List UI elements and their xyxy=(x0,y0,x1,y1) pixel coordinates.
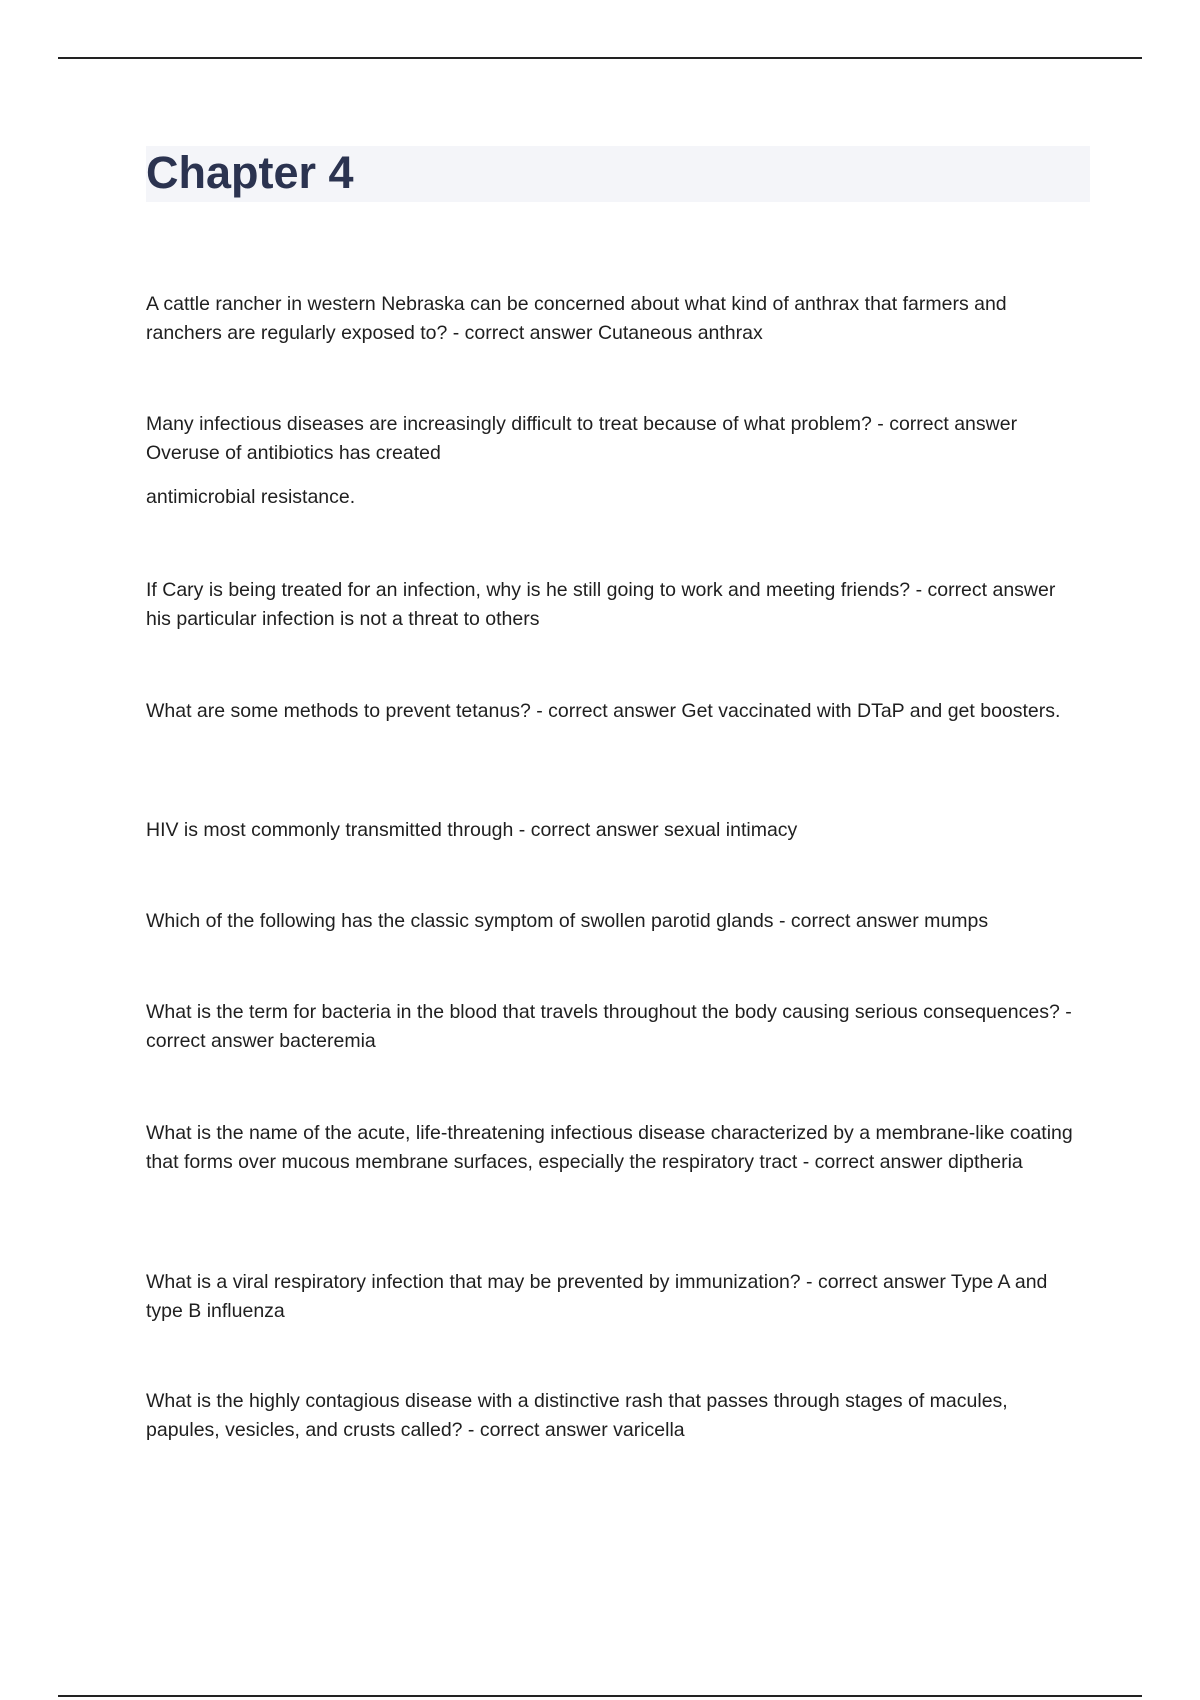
qa-text: What are some methods to prevent tetanus? - correct answer Get vaccinated with DTaP and get boosters. xyxy=(146,700,1061,722)
qa-text: Which of the following has the classic symptom of swollen parotid glands - correct answer mumps xyxy=(146,910,989,932)
qa-item xyxy=(146,998,1076,1056)
qa-text: What is the highly contagious disease with a distinctive rash that passes through stages of macules, papules, vesicles, and crusts called? - correct answer varicella xyxy=(146,1390,1008,1441)
qa-item xyxy=(146,697,1076,726)
qa-text: If Cary is being treated for an infection, why is he still going to work and meeting friends? - correct answer his particular infection is not a threat to others xyxy=(146,579,1056,630)
qa-item xyxy=(146,1387,1076,1445)
qa-item xyxy=(146,816,1076,845)
qa-item xyxy=(146,1268,1076,1326)
qa-text: Many infectious diseases are increasingly difficult to treat because of what problem? - correct answer Overuse of antibiotics has created xyxy=(146,413,1018,464)
header-rule xyxy=(58,57,1142,59)
qa-text: HIV is most commonly transmitted through - correct answer sexual intimacy xyxy=(146,819,798,841)
qa-continuation: antimicrobial resistance. xyxy=(146,486,356,508)
qa-text: A cattle rancher in western Nebraska can be concerned about what kind of anthrax that farmers and ranchers are regularly exposed to? - correct answer Cutaneous anthrax xyxy=(146,293,1007,344)
qa-item xyxy=(146,290,1076,348)
page-title: Chapter 4 xyxy=(146,147,354,198)
qa-item xyxy=(146,576,1076,634)
qa-text: What is the name of the acute, life-threatening infectious disease characterized by a membrane-like coating that forms over mucous membrane surfaces, especially the respiratory tract - correct answer diptheria xyxy=(146,1122,1073,1173)
qa-item xyxy=(146,907,1076,936)
qa-item xyxy=(146,1119,1076,1177)
footer-rule xyxy=(58,1695,1142,1697)
qa-text: What is the term for bacteria in the blood that travels throughout the body causing serious consequences? - correct answer bacteremia xyxy=(146,1001,1072,1052)
qa-text: What is a viral respiratory infection that may be prevented by immunization? - correct answer Type A and type B influenza xyxy=(146,1271,1048,1322)
qa-item xyxy=(146,410,1076,512)
